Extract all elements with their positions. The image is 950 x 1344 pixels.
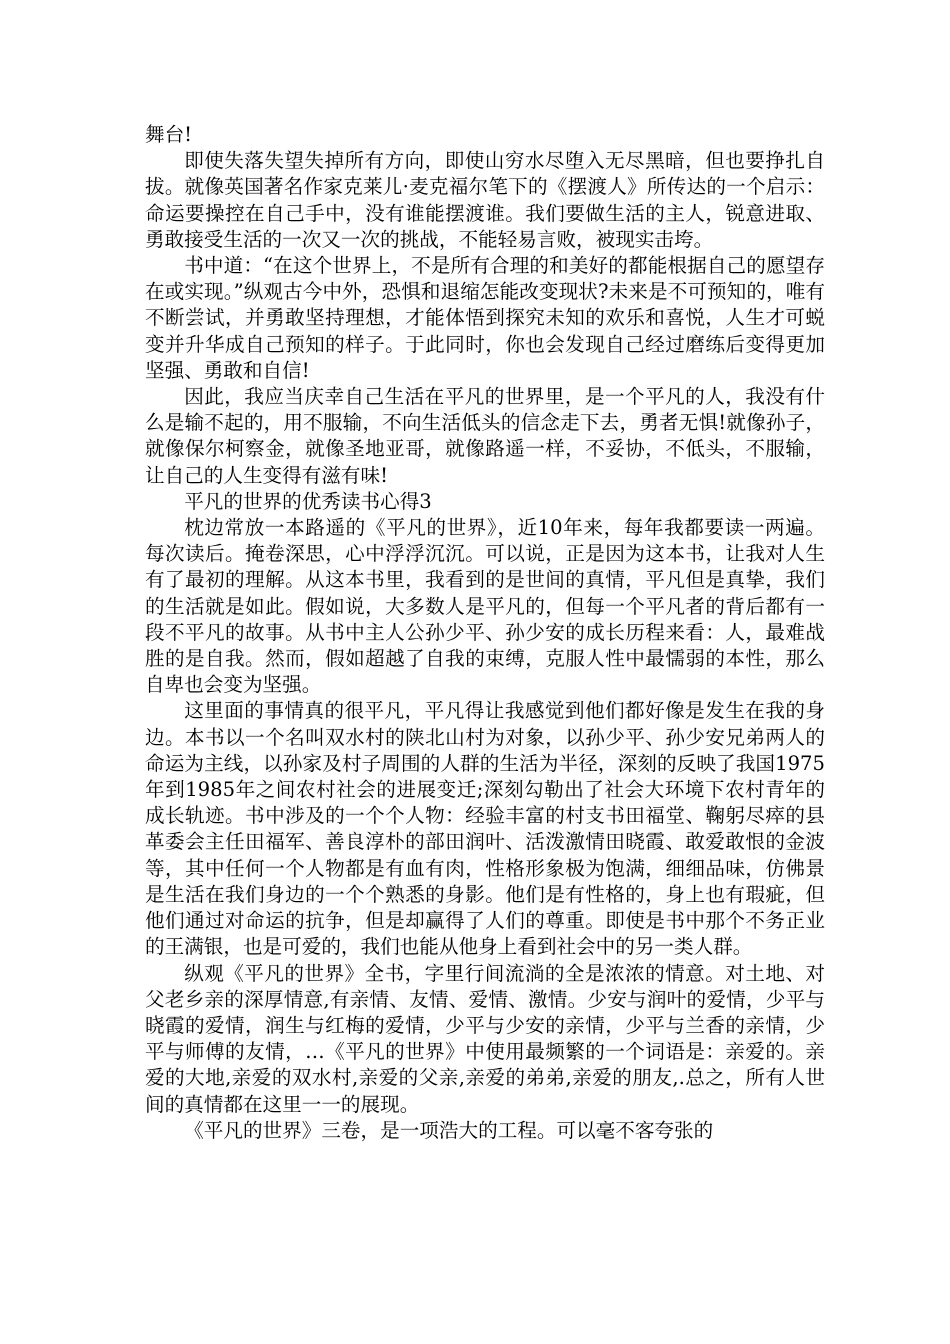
paragraph-characters: 这里面的事情真的很平凡，平凡得让我感觉到他们都好像是发生在我的身边。本书以一个名叫双水村的陕北山村为对象，以孙少平、孙少安兄弟两人的命运为主线，以孙家及村子周围的人群的生活为半径，深刻的反映了我国1975年到1985年之间农村社会的进展变迁;深刻勾勒出了社会大环境下农村青年的成长轨迹。书中涉及的一个个人物：经验丰富的村支书田福堂、鞠躬尽瘁的县革委会主任田福军、善良淳朴的部田润叶、活泼激情田晓霞、敢爱敢恨的金波等，其中任何一个人物都是有血有肉，性格形象极为饱满，细细品味，仿佛景是生活在我们身边的一个个熟悉的身影。他们是有性格的，身上也有瑕疵，但他们通过对命运的抗争，但是却赢得了人们的尊重。即使是书中那个不务正业的王满银，也是可爱的，我们也能从他身上看到社会中的另一类人群。 <box>145 699 825 959</box>
document-page <box>145 122 825 1144</box>
paragraph-book-quote: 书中道：“在这个世界上，不是所有合理的和美好的都能根据自己的愿望存在或实现。”纵观古今中外，恐惧和退缩怎能改变现状?未来是不可预知的，唯有不断尝试，并勇敢坚持理想，才能体悟到探究未知的欢乐和喜悦，人生才可蜕变并升华成自己预知的样子。于此同时，你也会发现自己经过磨练后变得更加坚强、勇敢和自信! <box>145 254 825 382</box>
paragraph-ferryman: 即使失落失望失掉所有方向，即使山穷水尽堕入无尽黑暗，但也要挣扎自拔。就像英国著名作家克莱儿·麦克福尔笔下的《摆渡人》所传达的一个启示：命运要操控在自己手中，没有谁能摆渡谁。我们要做生活的主人，锐意进取、勇敢接受生活的一次又一次的挑战，不能轻易言败，被现实击垮。 <box>145 149 825 251</box>
paragraph-three-volumes: 《平凡的世界》三卷，是一项浩大的工程。可以毫不客夸张的 <box>184 1118 714 1142</box>
paragraph-affection: 纵观《平凡的世界》全书，字里行间流淌的全是浓浓的情意。对土地、对父老乡亲的深厚情意,有亲情、友情、爱情、激情。少安与润叶的爱情，少平与晓霞的爱情，润生与红梅的爱情，少平与少安的亲情，少平与兰香的亲情，少平与师傅的友情，…《平凡的世界》中使用最频繁的一个词语是：亲爱的。亲爱的大地,亲爱的双水村,亲爱的父亲,亲爱的弟弟,亲爱的朋友,.总之，所有人世间的真情都在这里一一的展现。 <box>145 961 825 1116</box>
paragraph-continuation: 舞台! <box>145 123 193 146</box>
paragraph-bedside-book: 枕边常放一本路遥的《平凡的世界》，近10年来，每年我都要读一两遍。每次读后。掩卷深思，心中浮浮沉沉。可以说，正是因为这本书，让我对人生有了最初的理解。从这本书里，我看到的是世间的真情，平凡但是真挚，我们的生活就是如此。假如说，大多数人是平凡的，但每一个平凡者的背后都有一段不平凡的故事。从书中主人公孙少平、孙少安的成长历程来看：人，最难战胜的是自我。然而，假如超越了自我的束缚，克服人性中最懦弱的本性，那么自卑也会变为坚强。 <box>145 516 825 697</box>
paragraph-ordinary-person: 因此，我应当庆幸自己生活在平凡的世界里，是一个平凡的人，我没有什么是输不起的，用不服输，不向生活低头的信念走下去，勇者无惧!就像孙子，就像保尔柯察金，就像圣地亚哥，就像路遥一样，不妥协，不低头，不服输，让自己的人生变得有滋有味! <box>145 385 825 487</box>
section-heading: 平凡的世界的优秀读书心得3 <box>184 489 432 513</box>
